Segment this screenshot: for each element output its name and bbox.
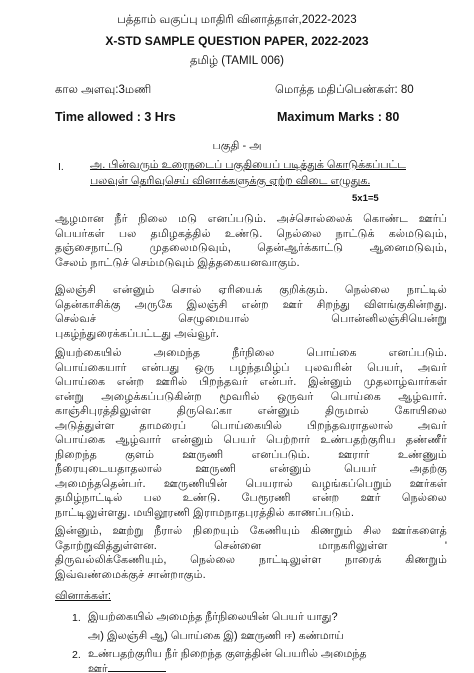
passage-word: அவர் xyxy=(417,361,447,374)
passage-word: இயற்கையில் xyxy=(55,347,122,359)
passage-word: ஏரியைக் xyxy=(218,284,263,296)
passage-word: வழங்கப்பெறும் xyxy=(311,477,392,490)
passage-word: அவர் xyxy=(418,419,447,432)
passage-word: விளங்குகின்றது. xyxy=(364,298,447,311)
passage-word: ஊற்று xyxy=(112,525,144,537)
passage-word: ஆனைமடுவும், xyxy=(369,242,447,254)
passage-word: ஒருவர் xyxy=(277,390,314,403)
passage-word: புலவரின் xyxy=(304,361,352,374)
passage-word: தஞ்சைநாட்டு xyxy=(55,242,123,254)
max-marks-tamil: மொத்த மதிப்பெண்கள்: 80 xyxy=(275,84,414,96)
max-marks-english: Maximum Marks : 80 xyxy=(277,110,400,124)
passage-word: உண்டு. xyxy=(224,227,263,240)
passage-word: பொய்கையில் xyxy=(211,419,283,432)
passage-word: கோயிலை xyxy=(394,405,447,417)
question-1-number: 1. xyxy=(72,612,81,624)
passage-word: மூவரில் xyxy=(219,390,260,403)
passage-word: மடு xyxy=(178,213,198,225)
passage-word: தமிழகத்தில் xyxy=(150,227,211,240)
passage-word: இன்னும், xyxy=(55,525,102,537)
passage-word: ஆழ்வார் xyxy=(115,434,162,446)
passage-line xyxy=(55,524,447,539)
passage-word: சிறந்து xyxy=(316,298,350,311)
questions-heading: வினாக்கள்: xyxy=(55,590,111,602)
passage-word: அடுத்துள்ள xyxy=(55,419,115,432)
passage-word: எனப்படும். xyxy=(388,347,447,359)
passage-line xyxy=(55,539,447,554)
passage-word: ஆழ்வார். xyxy=(398,390,447,403)
passage-word: கொண்ட xyxy=(363,213,409,225)
passage-word: செழுமையால் xyxy=(178,313,250,325)
passage-word: பெயர், xyxy=(367,361,403,374)
paper-title-english: X-STD SAMPLE QUESTION PAPER, 2022-2023 xyxy=(105,34,369,48)
passage-word: என்னும் xyxy=(171,434,213,446)
question-number: I. xyxy=(58,161,64,173)
passage-word: நீர்நிலை xyxy=(232,347,275,359)
passage-word: ஊர் xyxy=(360,492,381,504)
passage-word: பொய்கை xyxy=(330,390,381,403)
passage-word: நாட்டிலுள்ள xyxy=(258,554,322,566)
passage-word: ஊரில் xyxy=(155,376,188,388)
passage-line xyxy=(55,404,447,419)
passage-line xyxy=(55,361,447,376)
passage-word: கிணறும் xyxy=(310,525,353,537)
passage-word: தென்ஆர்க்காட்டு xyxy=(257,242,344,254)
passage-word: நெல்லை xyxy=(401,492,447,504)
question-2-text-cont: ஊர் xyxy=(88,663,108,673)
passage-word: இலஞ்சி xyxy=(186,298,228,311)
passage-word: என்பது xyxy=(141,361,180,374)
passage-word: பெற்றார் xyxy=(266,434,311,446)
passage-word: செல்வச் xyxy=(55,313,97,325)
passage-word: பெயர் xyxy=(344,463,377,475)
passage-word: தோற்றுவித்துள்ளன. xyxy=(55,539,157,552)
passage-word: பிறந்தவராதலால் xyxy=(306,419,394,432)
passage-word: சில xyxy=(363,525,382,537)
passage-word: ஆழமான xyxy=(55,213,104,225)
question-1-options: அ) இலஞ்சி ஆ) பொய்கை இ) ஊருணி ஈ) கண்மாய் xyxy=(88,630,344,642)
passage-word: என்ற xyxy=(312,492,340,504)
passage-word: முதலாழ்வார்கள் xyxy=(363,376,447,388)
time-allowed-english: Time allowed : 3 Hrs xyxy=(55,110,176,124)
passage-word: பொய்கை xyxy=(306,347,357,359)
passage-word: அமைந்ததென்பர். xyxy=(55,477,146,490)
passage-word: கிணறும் xyxy=(405,554,447,566)
passage-word: அருகே xyxy=(134,298,173,311)
passage-line xyxy=(55,241,447,256)
passage-word: பழந்தமிழ்ப் xyxy=(229,361,290,374)
section-label: பகுதி - அ xyxy=(212,140,262,152)
passage-word: அதற்கு xyxy=(409,463,447,475)
passage-word: ஒரு xyxy=(194,361,215,374)
passage-line xyxy=(55,283,447,298)
passage-word: எனப்படும். xyxy=(251,448,310,461)
passage-word: அழைக்கப்படுகின்ற xyxy=(101,390,202,403)
passage-word: நாட்டுக் xyxy=(335,227,375,240)
passage-line xyxy=(55,298,447,313)
passage-word: இன்னும் xyxy=(308,376,352,388)
passage-word: ஊருணி xyxy=(182,448,224,461)
paper-title-tamil: பத்தாம் வகுப்பு மாதிரி வினாத்தாள்,2022-2023 xyxy=(117,14,357,26)
passage-word: அச்சொல்லைக் xyxy=(276,213,353,225)
passage-word: பொய்கை xyxy=(55,376,106,388)
passage-word: நீர் xyxy=(114,213,128,225)
instruction-line-1: அ. பின்வரும் உரைநடைப் பகுதியைப் படித்துக் கொடுக்கப்பட்ட xyxy=(90,159,407,171)
passage-word: எனப்படும். xyxy=(207,213,267,225)
passage-word: பெயரால் xyxy=(245,477,293,490)
question-2-text: உண்பதற்குரிய நீர் நிறைந்த குளத்தின் பெயரில் அமைந்த xyxy=(88,648,367,660)
passage-word: திருமால் xyxy=(325,405,369,417)
passage-line xyxy=(55,390,447,405)
passage-word: சென்னை xyxy=(214,539,262,552)
passage-word: என்ற xyxy=(116,376,145,388)
passage-word: நீரால் xyxy=(154,525,183,537)
passage-word: ஊர் xyxy=(282,298,303,311)
passage-word: இலஞ்சி xyxy=(55,284,96,296)
passage-paragraph-4 xyxy=(55,524,447,582)
passage-word: நெல்லை xyxy=(276,227,322,240)
passage-word: நிலை xyxy=(138,213,168,225)
passage-line: சேலம் நாட்டுச் செம்மடுவும் இத்தகையனவாகும். xyxy=(55,256,300,269)
passage-paragraph-2 xyxy=(55,283,447,341)
passage-line: புகழ்ந்துரைக்கப்பட்டது அவ்வூர். xyxy=(55,327,220,340)
passage-word: உண்ணும் xyxy=(397,448,447,461)
passage-word: தென்காசிக்கு xyxy=(55,298,121,311)
passage-word: நெல்லை xyxy=(344,284,390,296)
passage-word: நீரையுடையதாதலால் xyxy=(55,463,163,475)
passage-line: நாட்டிலுள்ளது. மயிலூரணி இராமநாதபுரத்தில் காணப்படும். xyxy=(55,506,354,519)
answer-blank xyxy=(108,661,166,672)
passage-word: திருவெ:கா xyxy=(176,405,232,417)
passage-line xyxy=(55,212,447,227)
passage-word: நாரைக் xyxy=(345,554,382,566)
instruction-line-2: பலவுள் தெரிவுசெய் வினாக்களுக்கு ஏற்ற விடை எழுதுக. xyxy=(90,175,371,187)
passage-word: என்னும் xyxy=(257,405,300,417)
passage-word: பேரூரணி xyxy=(241,492,291,504)
passage-word: பொய்கையார் xyxy=(55,361,127,374)
passage-line xyxy=(55,419,447,434)
passage-word: ஊர்களைத் xyxy=(391,525,447,537)
passage-word: முதலைமடுவும், xyxy=(149,242,231,254)
passage-word: மாநகரிலுள்ள xyxy=(318,539,388,552)
passage-word: பிறந்தவர் xyxy=(198,376,248,388)
passage-line xyxy=(55,491,447,506)
passage-word: பல xyxy=(143,492,162,504)
passage-line xyxy=(55,312,447,327)
passage-word: என்ற xyxy=(241,298,269,311)
passage-paragraph-3 xyxy=(55,346,447,520)
passage-word: ஊரார் xyxy=(338,448,370,461)
passage-word: பெயர்கள் xyxy=(55,227,105,240)
time-allowed-tamil: கால அளவு:3மணி xyxy=(55,84,152,96)
passage-word: என்னும் xyxy=(269,463,311,475)
passage-word: நிறைந்த xyxy=(55,448,97,461)
passage-word: ஊர்ப் xyxy=(418,213,447,225)
passage-line xyxy=(55,462,447,477)
passage-word: பொன்னிலஞ்சியென்று xyxy=(331,313,447,325)
passage-line xyxy=(55,477,447,492)
passage-line xyxy=(55,346,447,361)
passage-word: அமைந்த xyxy=(153,347,201,359)
passage-line xyxy=(55,433,447,448)
passage-word: குறிக்கும். xyxy=(279,284,328,296)
passage-word: என்பர். xyxy=(259,376,297,388)
passage-word: தாமரைப் xyxy=(139,419,187,432)
passage-word: உண்பதற்குரிய xyxy=(320,434,396,446)
subject-code: தமிழ் (TAMIL 006) xyxy=(190,55,284,67)
passage-word: என்னும் xyxy=(112,284,155,296)
passage-word: என்று xyxy=(55,390,84,403)
passage-word: தண்ணீர் xyxy=(405,434,447,446)
passage-word: குளம் xyxy=(125,448,155,461)
passage-word: ஊர்கள் xyxy=(409,477,447,490)
passage-line xyxy=(55,375,447,390)
passage-line: இவ்வண்மைக்குச் சான்றாகும். xyxy=(55,568,206,581)
passage-word: தமிழ்நாட்டில் xyxy=(55,492,123,504)
section-marks: 5x1=5 xyxy=(352,193,379,204)
passage-word: கேணியும் xyxy=(249,525,301,537)
passage-word: ' xyxy=(444,539,447,552)
passage-word: பல xyxy=(118,227,137,240)
passage-word: உண்டு. xyxy=(182,492,221,504)
passage-word: நிறையும் xyxy=(192,525,240,537)
passage-line xyxy=(55,448,447,463)
passage-line xyxy=(55,227,447,242)
passage-word: காஞ்சிபுரத்திலுள்ள xyxy=(55,405,152,417)
passage-word: பெயர் xyxy=(223,434,256,446)
passage-word: பொய்கை xyxy=(55,434,106,446)
passage-word: கல்மடுவும், xyxy=(388,227,447,240)
question-1-text: இயற்கையில் அமைந்த நீர்நிலையின் பெயர் யாது? xyxy=(88,611,338,623)
passage-word: ஊருணி xyxy=(195,463,237,475)
passage-word: ஊருணியின் xyxy=(163,477,228,490)
passage-word: நெல்லை xyxy=(190,554,236,566)
question-2-number: 2. xyxy=(72,649,81,661)
question-2-answer-line xyxy=(88,661,166,673)
passage-line xyxy=(55,553,447,568)
passage-paragraph-1 xyxy=(55,212,447,270)
passage-word: சொல் xyxy=(171,284,202,296)
passage-word: திருவல்லிக்கேணியும், xyxy=(55,554,167,566)
passage-word: நாட்டில் xyxy=(406,284,447,296)
